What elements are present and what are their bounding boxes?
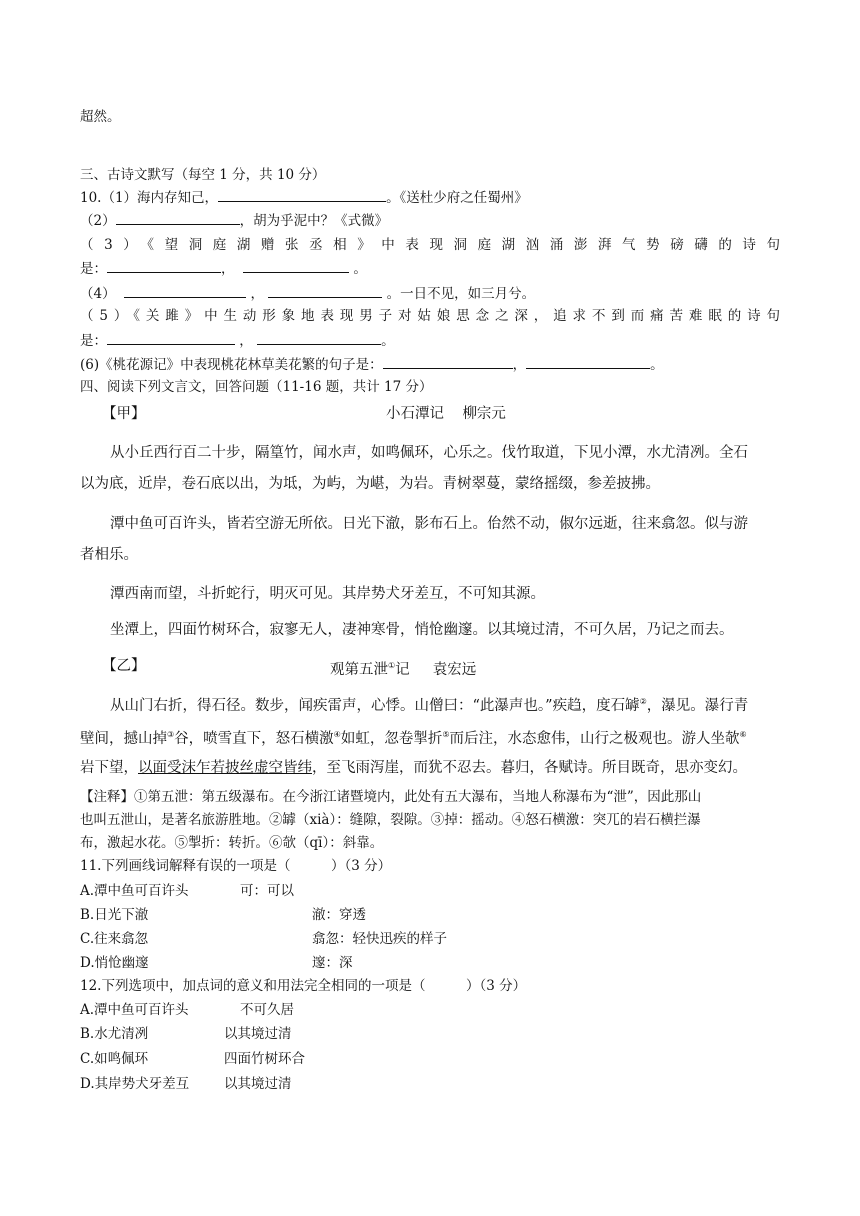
footnote-mark: ② <box>639 697 647 706</box>
footnote-mark: ④ <box>333 730 341 739</box>
option-text: C.往来翕忽 <box>80 931 149 947</box>
q10-4-prefix: （4） <box>80 286 116 302</box>
q12-option-d[interactable] <box>80 1074 780 1094</box>
answer-blank[interactable] <box>107 330 235 345</box>
q10-6-comma: ， <box>512 357 527 373</box>
option-text: D.其岸势犬牙差互 <box>80 1076 190 1092</box>
yi-text: 从山门右折，得石径。数步，闻疾雷声，心悸。山僧曰：“此瀑声也。”疾趋，度石罅 <box>110 697 640 714</box>
yi-title-b: 记 <box>395 661 410 678</box>
jia-p2-line1: 潭中鱼可百许头，皆若空游无所依。日光下澈，影布石上。佁然不动，俶尔远逝，往来翕忽。似与游 <box>110 516 748 532</box>
option-text: B.水尤清冽 <box>80 1026 149 1042</box>
q10-5-end: 。 <box>381 333 395 349</box>
q10-2-suffix: ，胡为乎泥中？《式微》 <box>239 213 389 229</box>
answer-blank[interactable] <box>268 283 382 298</box>
q10-5-comma: ， <box>239 333 253 349</box>
yi-p1-line2 <box>80 725 780 749</box>
answer-blank[interactable] <box>257 330 381 345</box>
q10-4-comma: ， <box>250 286 264 302</box>
footnote-mark: ⑤ <box>442 730 450 739</box>
option-gloss: 澈：穿透 <box>312 907 366 923</box>
option-gloss: 邃：深 <box>312 955 353 971</box>
q10-6 <box>80 354 780 375</box>
jia-label: 【甲】 <box>102 406 146 422</box>
q10-4-suffix: 。一日不见，如三月兮。 <box>386 286 536 302</box>
q10-3-prefix: 是： <box>80 261 107 277</box>
option-text: A.潭中鱼可百许头 <box>80 883 189 899</box>
jia-title <box>386 404 506 424</box>
note-line1: 【注释】①第五泄：第五级瀑布。在今浙江诸暨境内，此处有五大瀑布，当地人称瀑布为“泄”，因此那山 <box>80 789 702 805</box>
yi-p1-line1 <box>110 692 780 716</box>
q10-5-line1: （5）《关雎》中生动形象地表现男子对姑娘思念之深，追求不到而痛苦难眠的诗句 <box>80 308 780 324</box>
section3-title: 三、古诗文默写（每空 1 分，共 10 分） <box>80 167 326 183</box>
q11-option-b[interactable] <box>80 905 780 925</box>
footnote-mark: ⑥ <box>739 730 747 739</box>
q10-6-end: 。 <box>650 357 664 373</box>
footnote-mark: ① <box>388 661 396 670</box>
note-line2: 也叫五泄山，是著名旅游胜地。②罅（xià）：缝隙，裂隙。③掉：摇动。④怒石横激：突兀的岩石横拦瀑 <box>80 812 701 828</box>
q10-1-prefix: 10.（1）海内存知己， <box>80 190 219 206</box>
q12-stem: 12.下列选项中，加点词的意义和用法完全相同的一项是（ ）（3 分） <box>80 978 527 994</box>
q10-1-suffix: 。《送杜少府之任蜀州》 <box>386 190 528 206</box>
q10-5-line2 <box>80 330 780 351</box>
option-compare: 四面竹树环合 <box>224 1051 305 1067</box>
yi-text: ，至飞雨泻崖，而犹不忍去。暮归，各赋诗。所目既奇，思亦变幻。 <box>312 760 747 776</box>
underlined-sentence: 以面受沫乍若披丝虚空皆纬 <box>138 760 312 776</box>
q10-2-prefix: （2） <box>80 213 116 229</box>
q11-option-a[interactable] <box>80 881 780 901</box>
q10-4 <box>80 283 780 304</box>
q10-3-line1: （3）《望洞庭湖赠张丞相》中表现洞庭湖汹涌澎湃气势磅礴的诗句 <box>80 237 780 253</box>
yi-p1-line3 <box>80 758 780 778</box>
answer-blank[interactable] <box>107 258 221 273</box>
option-compare: 以其境过清 <box>224 1076 292 1092</box>
q10-2 <box>80 210 780 231</box>
option-gloss: 翕忽：轻快迅疾的样子 <box>312 931 447 947</box>
answer-blank[interactable] <box>124 283 246 298</box>
option-compare: 以其境过清 <box>224 1026 292 1042</box>
jia-title-text: 小石潭记 <box>386 406 444 422</box>
yi-text: 谷，喷雪直下，怒石横激 <box>174 730 334 747</box>
answer-blank[interactable] <box>526 354 650 369</box>
q10-6-prefix: (6)《桃花源记》中表现桃花林草美花繁的句子是： <box>80 357 383 373</box>
yi-text: 而后注，水态愈伟，山行之极观也。游人坐欹 <box>449 730 740 747</box>
option-text: A.潭中鱼可百许头 <box>80 1002 189 1018</box>
answer-blank[interactable] <box>383 354 513 369</box>
option-gloss: 可：可以 <box>240 883 294 899</box>
q12-option-a[interactable] <box>80 1000 780 1020</box>
jia-author: 柳宗元 <box>462 406 506 422</box>
q10-5-prefix: 是： <box>80 333 107 349</box>
yi-author: 袁宏远 <box>432 661 477 678</box>
answer-blank[interactable] <box>116 210 240 225</box>
yi-title-a: 观第五泄 <box>330 661 388 678</box>
q11-option-d[interactable] <box>80 953 780 973</box>
option-text: B.日光下澈 <box>80 907 149 923</box>
q10-3-end: 。 <box>353 261 367 277</box>
jia-p1-line2: 以为底，近岸，卷石底以出，为坻，为屿，为嵁，为岩。青树翠蔓，蒙络摇缀，参差披拂。 <box>80 476 660 492</box>
q10-1 <box>80 187 780 208</box>
yi-label: 【乙】 <box>102 658 146 674</box>
section4-title: 四、阅读下列文言文，回答问题（11-16 题，共计 17 分） <box>80 379 433 395</box>
note-line3: 布，激起水花。⑤掣折：转折。⑥欹（qī）：斜靠。 <box>80 835 384 851</box>
yi-text: ，瀑见。瀑行青 <box>646 697 749 714</box>
yi-text: 如虹，忽卷掣折 <box>340 730 443 747</box>
continued-text: 超然。 <box>80 109 121 125</box>
q10-3-line2 <box>80 258 780 279</box>
yi-text: 岩下望， <box>80 760 138 776</box>
option-compare: 不可久居 <box>240 1002 294 1018</box>
answer-blank[interactable] <box>243 258 349 273</box>
jia-p4: 坐潭上，四面竹树环合，寂寥无人，凄神寒骨，悄怆幽邃。以其境过清，不可久居，乃记之而去。 <box>110 622 734 638</box>
option-text: C.如鸣佩环 <box>80 1051 149 1067</box>
jia-p1-line1: 从小丘西行百二十步，隔篁竹，闻水声，如鸣佩环，心乐之。伐竹取道，下见小潭，水尤清冽。全石 <box>110 445 748 461</box>
jia-p2-line2: 者相乐。 <box>80 547 138 563</box>
yi-text: 壁间，撼山掉 <box>80 730 167 747</box>
q12-option-c[interactable] <box>80 1049 780 1069</box>
q11-stem: 11.下列画线词解释有误的一项是（ ）（3 分） <box>80 858 392 874</box>
answer-blank[interactable] <box>218 187 386 202</box>
option-text: D.悄怆幽邃 <box>80 955 149 971</box>
yi-title <box>330 656 476 680</box>
q10-3-comma: ， <box>221 261 235 277</box>
footnote-mark: ③ <box>167 730 175 739</box>
jia-p3: 潭西南而望，斗折蛇行，明灭可见。其岸势犬牙差互，不可知其源。 <box>110 586 545 602</box>
q12-option-b[interactable] <box>80 1024 780 1044</box>
q11-option-c[interactable] <box>80 929 780 949</box>
